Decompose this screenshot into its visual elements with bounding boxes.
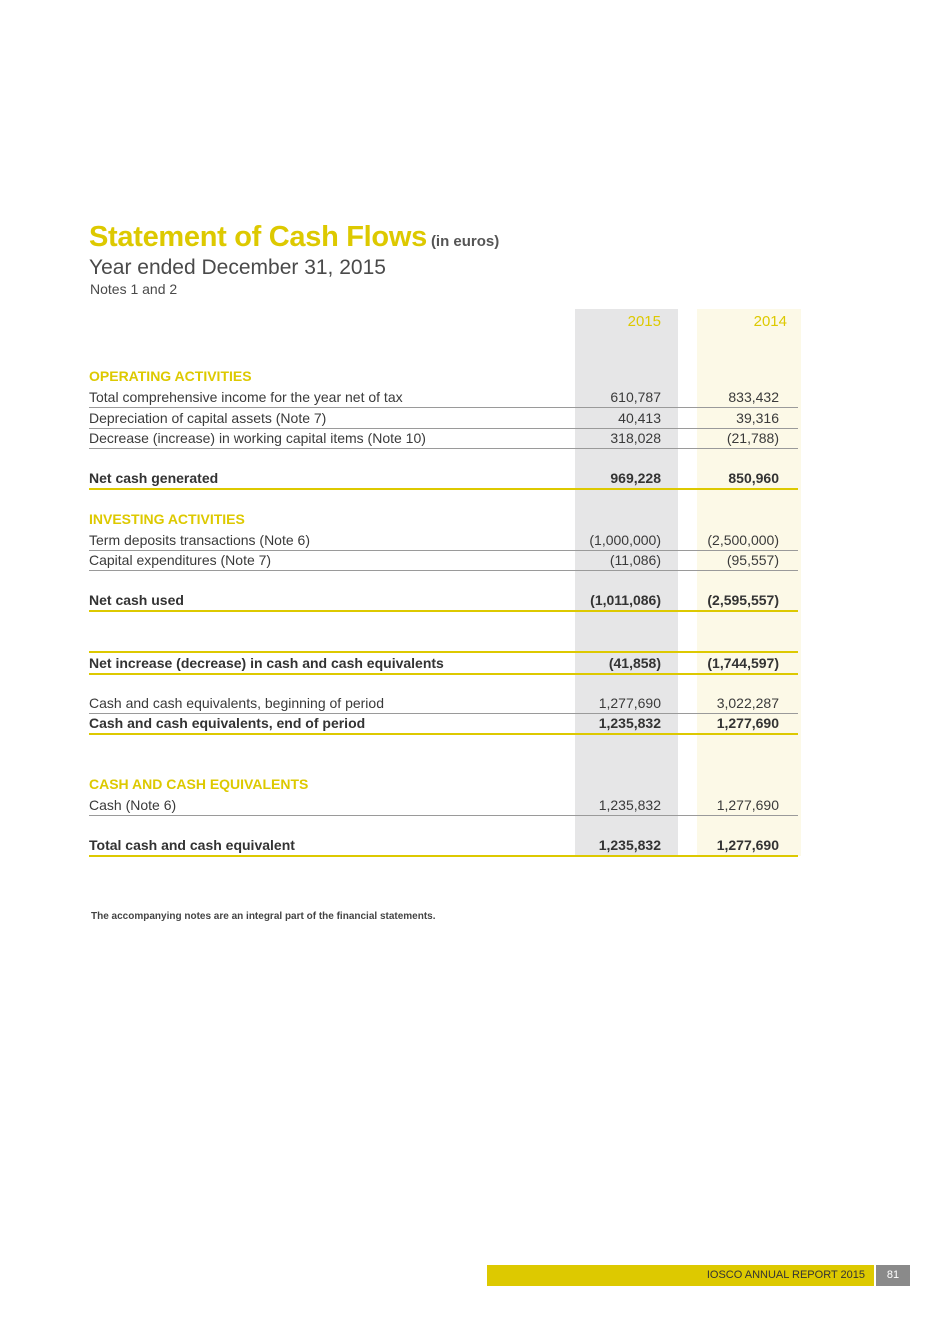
value-2015: 40,413 bbox=[618, 410, 661, 426]
value-2014: 1,277,690 bbox=[716, 837, 779, 853]
report-title: IOSCO ANNUAL REPORT 2015 bbox=[706, 1269, 865, 1281]
statement-title: Statement of Cash Flows bbox=[89, 221, 427, 253]
table-row bbox=[89, 693, 798, 714]
row-label: Net cash generated bbox=[89, 470, 219, 486]
value-2015: 1,235,832 bbox=[598, 837, 661, 853]
total-row-total-cash bbox=[89, 835, 798, 857]
value-2014: (1,744,597) bbox=[707, 655, 779, 671]
row-label: Net increase (decrease) in cash and cash equivalents bbox=[89, 655, 444, 671]
value-2015: (11,086) bbox=[609, 552, 661, 568]
section-heading-cash: CASH AND CASH EQUIVALENTS bbox=[89, 776, 309, 792]
row-label: Total comprehensive income for the year net of tax bbox=[89, 389, 403, 405]
table-row bbox=[89, 550, 798, 571]
row-label: Cash and cash equivalents, end of period bbox=[89, 715, 366, 731]
value-2014: (21,788) bbox=[726, 430, 779, 446]
value-2015: (1,011,086) bbox=[590, 592, 661, 608]
row-label: Cash and cash equivalents, beginning of period bbox=[89, 695, 384, 711]
value-2014: 3,022,287 bbox=[716, 695, 779, 711]
table-row bbox=[89, 387, 798, 408]
row-label: Decrease (increase) in working capital items (Note 10) bbox=[89, 430, 426, 446]
total-row-end-of-period bbox=[89, 713, 798, 735]
value-2014: 1,277,690 bbox=[716, 797, 779, 813]
row-label: Term deposits transactions (Note 6) bbox=[89, 532, 310, 548]
table-row bbox=[89, 795, 798, 816]
currency-unit: (in euros) bbox=[430, 233, 500, 250]
row-label: Depreciation of capital assets (Note 7) bbox=[89, 410, 327, 426]
table-row bbox=[89, 428, 798, 449]
total-row-net-cash-used bbox=[89, 590, 798, 612]
table-row bbox=[89, 530, 798, 551]
footnote: The accompanying notes are an integral part of the financial statements. bbox=[91, 911, 436, 922]
value-2015: 610,787 bbox=[610, 389, 661, 405]
column-header-2014: 2014 bbox=[753, 313, 787, 330]
value-2014: (2,500,000) bbox=[707, 532, 779, 548]
row-label: Net cash used bbox=[89, 592, 184, 608]
table-row bbox=[89, 408, 798, 429]
value-2015: 318,028 bbox=[610, 430, 661, 446]
value-2014: (95,557) bbox=[726, 552, 779, 568]
value-2015: 969,228 bbox=[610, 470, 661, 486]
value-2015: 1,277,690 bbox=[598, 695, 661, 711]
column-header-2015: 2015 bbox=[627, 313, 661, 330]
row-label: Capital expenditures (Note 7) bbox=[89, 552, 272, 568]
value-2014: 833,432 bbox=[728, 389, 779, 405]
value-2014: 1,277,690 bbox=[716, 715, 779, 731]
value-2014: 39,316 bbox=[736, 410, 779, 426]
page-number: 81 bbox=[876, 1265, 910, 1286]
value-2015: 1,235,832 bbox=[598, 797, 661, 813]
period-subtitle: Year ended December 31, 2015 bbox=[89, 256, 386, 279]
row-label: Total cash and cash equivalent bbox=[89, 837, 295, 853]
notes-reference: Notes 1 and 2 bbox=[90, 281, 178, 297]
value-2015: (41,858) bbox=[608, 655, 661, 671]
row-label: Cash (Note 6) bbox=[89, 797, 177, 813]
value-2015: (1,000,000) bbox=[589, 532, 661, 548]
value-2014: (2,595,557) bbox=[707, 592, 779, 608]
section-heading-operating: OPERATING ACTIVITIES bbox=[89, 368, 252, 384]
section-heading-investing: INVESTING ACTIVITIES bbox=[89, 511, 245, 527]
page-title bbox=[89, 221, 499, 254]
total-row-net-change bbox=[89, 651, 798, 675]
footer-bar bbox=[487, 1265, 874, 1286]
value-2015: 1,235,832 bbox=[598, 715, 661, 731]
value-2014: 850,960 bbox=[728, 470, 779, 486]
total-row-net-cash-generated bbox=[89, 468, 798, 490]
